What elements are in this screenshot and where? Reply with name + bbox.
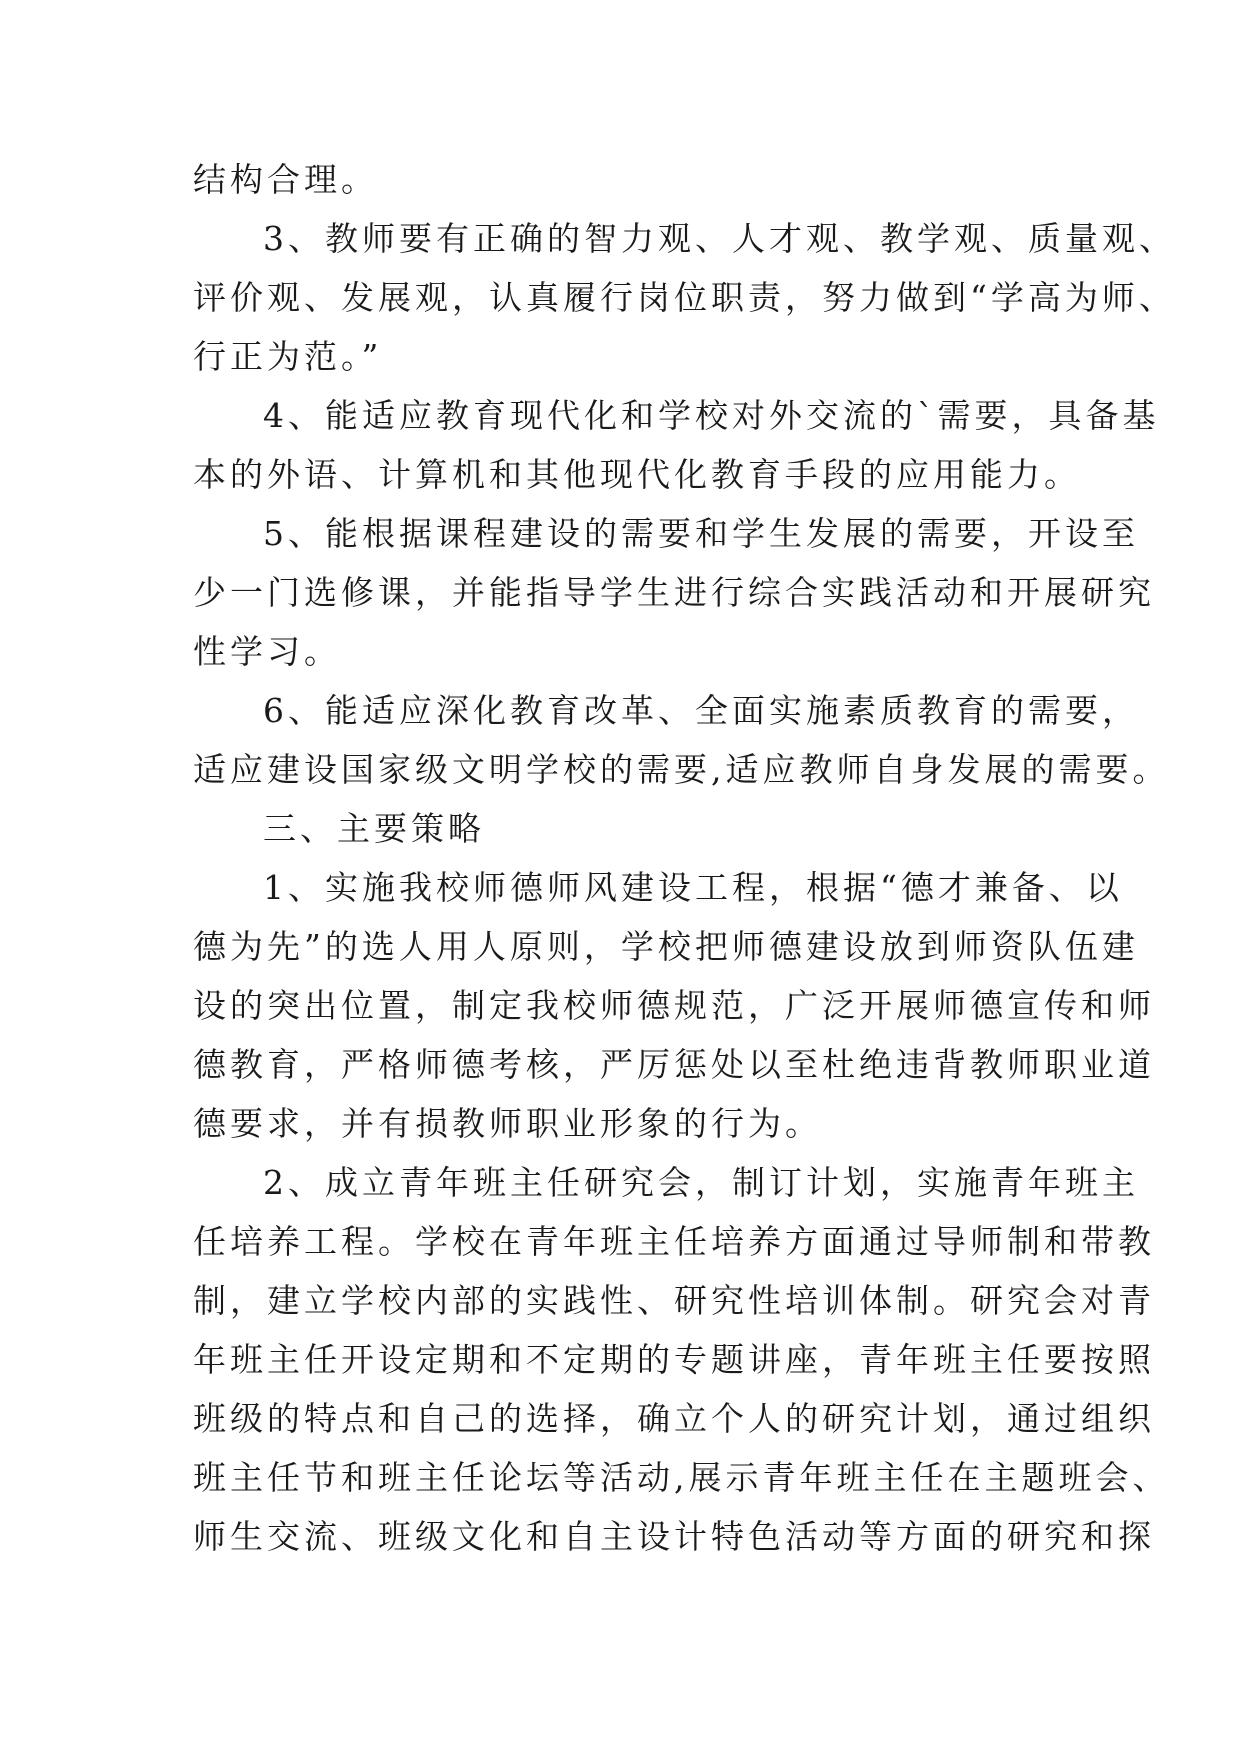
text-line: 1、实施我校师德师风建设工程，根据“德才兼备、以 — [263, 868, 1123, 907]
text-line: 德要求，并有损教师职业形象的行为。 — [193, 1104, 822, 1143]
text-line: 三、主要策略 — [263, 809, 485, 848]
text-line: 2、成立青年班主任研究会，制订计划，实施青年班主 — [263, 1163, 1139, 1202]
text-line: 德为先”的选人用人原则，学校把师德建设放到师资队伍建 — [193, 927, 1139, 966]
text-line: 年班主任开设定期和不定期的专题讲座，青年班主任要按照 — [193, 1340, 1155, 1379]
text-line: 3、教师要有正确的智力观、人才观、教学观、质量观、 — [263, 219, 1176, 258]
text-line: 本的外语、计算机和其他现代化教育手段的应用能力。 — [193, 455, 1081, 494]
text-line: 设的突出位置，制定我校师德规范，广泛开展师德宣传和师 — [193, 986, 1155, 1025]
text-line: 德教育，严格师德考核，严厉惩处以至杜绝违背教师职业道 — [193, 1045, 1155, 1084]
text-line: 行正为范。” — [193, 337, 383, 376]
document-body — [193, 150, 1176, 1566]
text-line: 性学习。 — [193, 632, 341, 671]
text-line: 任培养工程。学校在青年班主任培养方面通过导师制和带教 — [193, 1222, 1155, 1261]
text-line: 师生交流、班级文化和自主设计特色活动等方面的研究和探 — [193, 1517, 1155, 1556]
text-line: 适应建设国家级文明学校的需要,适应教师自身发展的需要。 — [193, 750, 1170, 789]
text-line: 少一门选修课，并能指导学生进行综合实践活动和开展研究 — [193, 573, 1155, 612]
text-line: 5、能根据课程建设的需要和学生发展的需要，开设至 — [263, 514, 1139, 553]
text-line: 结构合理。 — [193, 160, 378, 199]
text-line: 班级的特点和自己的选择，确立个人的研究计划，通过组织 — [193, 1399, 1155, 1438]
text-line: 班主任节和班主任论坛等活动,展示青年班主任在主题班会、 — [193, 1458, 1170, 1497]
text-line: 6、能适应深化教育改革、全面实施素质教育的需要， — [263, 691, 1139, 730]
text-line: 评价观、发展观，认真履行岗位职责，努力做到“学高为师、 — [193, 278, 1176, 317]
text-line: 制，建立学校内部的实践性、研究性培训体制。研究会对青 — [193, 1281, 1155, 1320]
text-line: 4、能适应教育现代化和学校对外交流的`需要，具备基 — [263, 396, 1160, 435]
